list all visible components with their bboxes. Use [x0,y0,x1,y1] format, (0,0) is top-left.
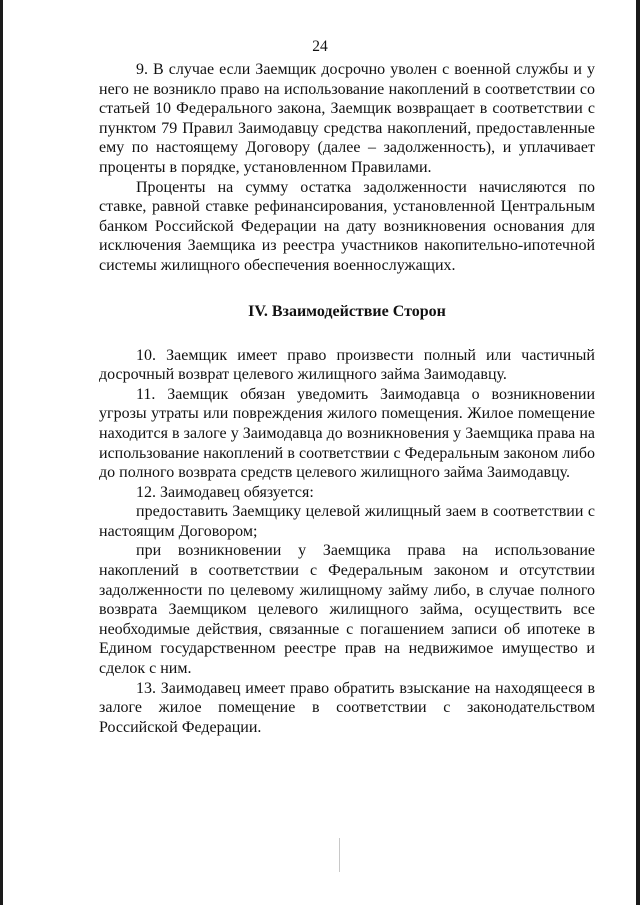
clause-12-item-2: при возникновении у Заемщика права на использование накоплений в соответствии с Федеральным законом и отсутствии задолженности по целевому жилищному займу либо, в случае полного возврата Заемщиком целевого жилищного займа, осуществить все необходимые действия, связанные с погашением записи об ипотеке в Едином государственном реестре прав на недвижимое имущество и сделок с ним. [99,542,595,678]
clause-9-paragraph: 9. В случае если Заемщик досрочно уволен с военной службы и у него не возникло право на использование накоплений в соответствии со статьей 10 Федерального закона, Заемщик возвращает в соответствии с пунктом 79 Правил Заимодавцу средства накоплений, предоставленные ему по настоящему Договору (далее – задолженность), и уплачивает проценты в порядке, установленном Правилами. [99,61,595,176]
scan-artifact-line [339,838,340,872]
section-heading: IV. Взаимодействие Сторон [248,302,446,320]
document-body [99,60,595,737]
clause-9-interest-paragraph: Проценты на сумму остатка задолженности начисляются по ставке, равной ставке рефинансирования, установленной Центральным банком Российской Федерации на дату возникновения основания для исключения Заемщика из реестра участников накопительно-ипотечной системы жилищного обеспечения военнослужащих. [99,178,595,274]
clause-12-intro: 12. Заимодавец обязуется: [136,483,314,501]
scan-border-right [636,0,640,905]
scan-border-left [0,0,3,905]
page-number: 24 [312,38,328,55]
clause-10-paragraph: 10. Заемщик имеет право произвести полный или частичный досрочный возврат целевого жилищного займа Заимодавцу. [99,346,595,384]
clause-13-paragraph: 13. Заимодавец имеет право обратить взыскание на находящееся в залоге жилое помещение в соответствии с законодательством Российской Федерации. [99,679,595,736]
clause-12-item-1: предоставить Заемщику целевой жилищный заем в соответствии с настоящим Договором; [99,503,595,540]
clause-11-paragraph: 11. Заемщик обязан уведомить Заимодавца о возникновении угрозы утраты или повреждения жилого помещения. Жилое помещение находится в залоге у Заимодавца до возникновения у Заемщика права на использование накоплений в соответствии с Федеральным законом либо до полного возврата средств целевого жилищного займа Заимодавцу. [99,385,595,482]
